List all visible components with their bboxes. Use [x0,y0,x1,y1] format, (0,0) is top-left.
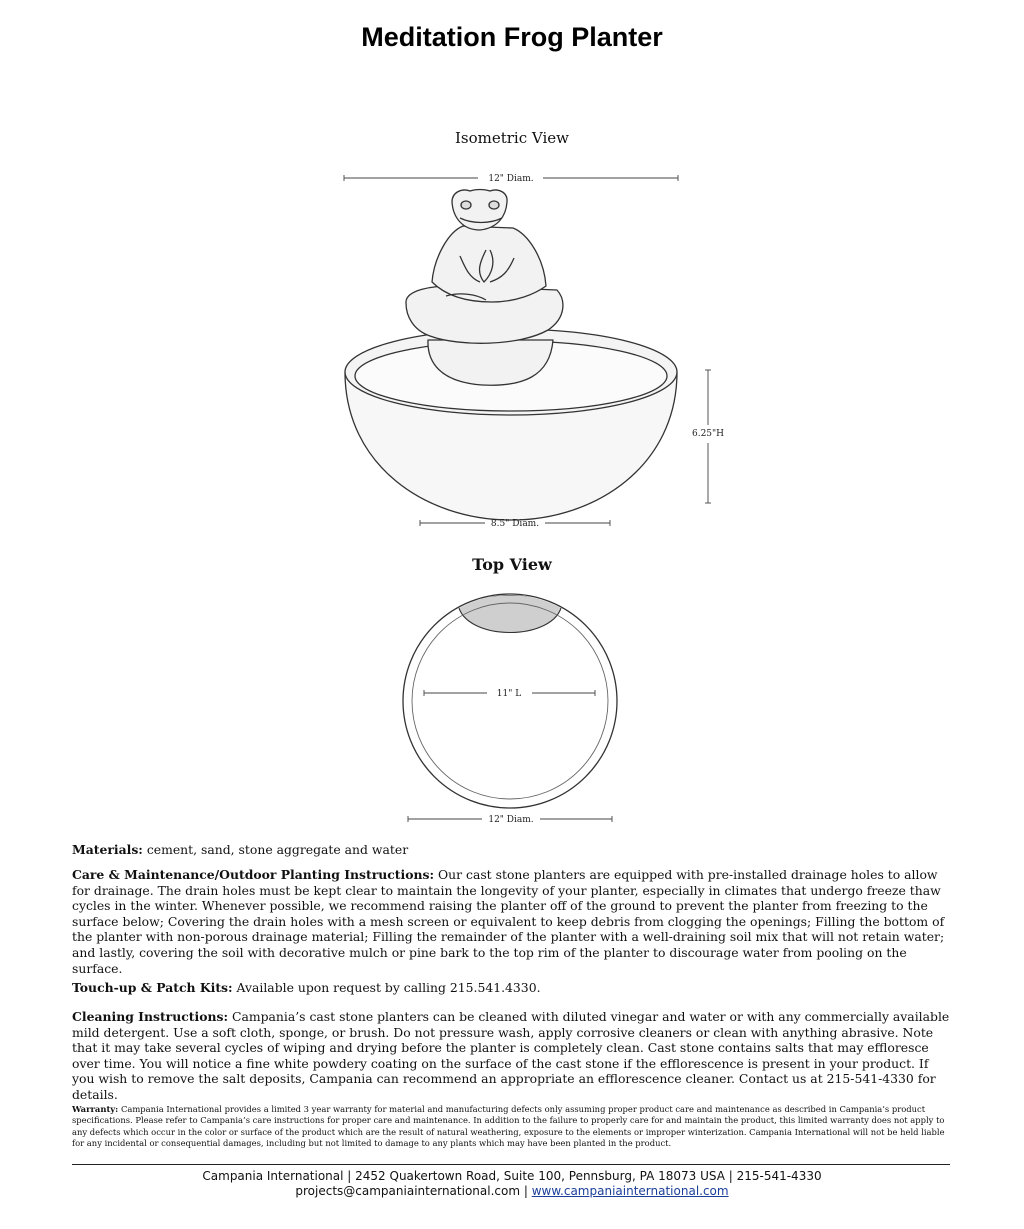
top-diameter-dimension [408,815,612,825]
frog-illustration [406,190,563,386]
top-view-heading: Top View [472,555,552,574]
warranty-text: Campania International provides a limited 3 year warranty for material and manufacturing defects only assuming proper product care and maintenance as described in Campania’s product specifications. Please refer to Campania’s care instructions for proper care and maintenance. In addition to the failure to properly care for and maintain the product, this limited warranty does not apply to any defects which occur in the color or surface of the product which are the result of natural weathering, exposure to the elements or improper winterization. Campania International will not be held liable for any incidental or consequential damages, including but not limited to damage to any plants which may have been planted in the product. [72,1104,945,1149]
website-link[interactable]: www.campaniainternational.com [531,1184,729,1198]
care-label: Care & Maintenance/Outdoor Planting Instructions: [72,867,435,882]
page-title: Meditation Frog Planter [361,22,663,52]
iso-top-dimension [344,174,678,184]
iso-height-label: 6.25"H [691,429,725,439]
iso-height-dimension [692,370,724,503]
care-paragraph [72,867,952,976]
touchup-paragraph [72,980,952,996]
iso-top-diameter-label: 12" Diam. [488,174,534,184]
top-length-label: 11" L [496,689,522,699]
footer-contact [0,1184,1024,1199]
materials-text: cement, sand, stone aggregate and water [142,842,409,857]
warranty-label: Warranty: [72,1104,119,1114]
isometric-view-heading: Isometric View [454,129,569,147]
footer-address: Campania International | 2452 Quakertown Road, Suite 100, Pennsburg, PA 18073 USA | 215-541-4330 [202,1169,822,1183]
iso-bottom-dimension [420,519,610,529]
warranty-paragraph [72,1104,952,1150]
footer-separator: | [520,1184,532,1198]
materials-paragraph [72,842,952,858]
care-text: Our cast stone planters are equipped with pre-installed drainage holes to allow for drainage. The drain holes must be kept clear to maintain the longevity of your planter, especially in climates that undergo freeze thaw cycles in the winter. Whenever possible, we recommend raising the planter off of the ground to prevent the planter from freezing to the surface below; Covering the drain holes with a mesh screen or equivalent to keep debris from clogging the openings; Filling the bottom of the planter with non-porous drainage material; Filling the remainder of the planter with a well-draining soil mix that will not retain water; and lastly, covering the soil with decorative mulch or pine bark to the top rim of the planter to discourage water from pooling on the surface. [72,867,945,976]
cleaning-label: Cleaning Instructions: [72,1009,229,1024]
footer-email: projects@campaniainternational.com [295,1184,521,1198]
cleaning-paragraph [72,1009,952,1103]
touchup-label: Touch-up & Patch Kits: [72,980,233,995]
footer-divider [72,1164,950,1165]
cleaning-text: Campania’s cast stone planters can be cleaned with diluted vinegar and water or with any commercially available mild detergent. Use a soft cloth, sponge, or brush. Do not pressure wash, apply corrosive cleaners or clean with anything abrasive. Note that it may take several cycles of wiping and drying before the planter is completely clean. Cast stone contains salts that may effloresce over time. You will notice a fine white powdery coating on the surface of the cast stone if the efflorescence is present in your product. If you wish to remove the salt deposits, Campania can recommend an appropriate an efflorescence cleaner. Contact us at 215-541-4330 for details. [72,1009,950,1102]
touchup-text: Available upon request by calling 215.541.4330. [232,980,541,995]
iso-bottom-diameter-label: 8.5" Diam. [490,519,540,529]
top-diameter-label: 12" Diam. [488,815,534,825]
materials-label: Materials: [72,842,143,857]
top-view-illustration [403,594,617,808]
